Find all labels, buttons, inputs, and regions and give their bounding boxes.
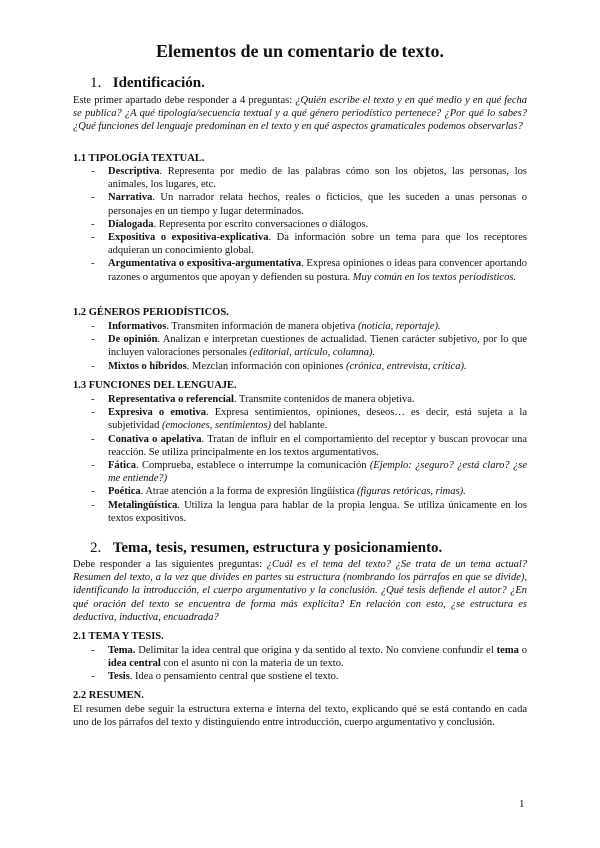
list-term: Expresiva o emotiva (108, 407, 206, 419)
list-dash: - (91, 166, 95, 177)
tema-tesis-list (73, 644, 527, 684)
list-item (73, 406, 527, 432)
list-item (73, 459, 527, 485)
list-dash: - (91, 394, 95, 405)
section-2-intro (73, 558, 527, 624)
list-term: Tesis (108, 671, 130, 683)
list-dash: - (91, 433, 95, 445)
list-item (73, 393, 527, 406)
list-term: Mixtos o híbridos (108, 360, 187, 372)
list-text: . Representa por escrito conversaciones o diálogos. (153, 218, 369, 230)
subsection-1-1-heading: 1.1 TIPOLOGÍA TEXTUAL. (73, 153, 205, 164)
list-item (73, 165, 527, 191)
funciones-list (73, 393, 527, 525)
list-term: De opinión (108, 334, 158, 346)
list-text: . Transmite contenidos de manera objetiva. (233, 394, 415, 405)
list-dash: - (91, 645, 95, 656)
list-text: . Expresa sentimientos, opiniones, deseos… es decir, está sujeta a la subjetividad (108, 407, 527, 432)
list-italic: (Ejemplo: ¿seguro? ¿está claro? ¿se me entiende?) (108, 460, 527, 485)
page-number: 1 (519, 798, 525, 810)
list-text: . Expresa opiniones o ideas para convencer aportando razones o argumentos que apoyan y defienden su postura. (108, 258, 527, 283)
list-bold-word: idea central (108, 658, 161, 670)
list-dash: - (91, 671, 95, 683)
list-text: o (518, 645, 527, 656)
list-text: . Analizan e interpretan cuestiones de actualidad. Tienen carácter subjetivo, por lo que incluyen valoraciones personales (108, 334, 527, 359)
list-item (73, 485, 527, 498)
section-2-number: 2. (90, 540, 102, 556)
section-2-intro-text: Debe responder a las siguientes preguntas: (73, 559, 267, 570)
section-2-title: Tema, tesis, resumen, estructura y posicionamiento. (112, 540, 443, 556)
list-dash: - (91, 192, 95, 204)
list-dash: - (91, 499, 95, 511)
list-item (73, 191, 527, 217)
list-term: Representativa o referencial (108, 394, 234, 405)
section-1-heading (90, 74, 205, 92)
list-item (73, 670, 527, 683)
list-text: . Transmiten información de manera objetiva (166, 321, 358, 332)
list-text: con el asunto ni con la materia de un texto. (160, 658, 344, 670)
tipologia-list (73, 165, 527, 284)
list-text: . Un narrador relata hechos, reales o ficticios, que les suceden a unas personas o personajes en un tiempo y lugar determinados. (108, 192, 527, 217)
list-term: Tema. (108, 645, 136, 656)
list-dash: - (91, 334, 95, 346)
list-term: Conativa o apelativa (108, 433, 202, 445)
list-text: . Utiliza la lengua para hablar de la propia lengua. Se utiliza únicamente en los textos expositivos. (108, 499, 527, 524)
list-dash: - (91, 360, 95, 372)
section-2-intro-questions: ¿Cuál es el tema del texto? ¿Se trata de un tema actual? Resumen del texto, a la vez que divides en partes su estructura (nombrando los párrafos en que se divide), identificando la introducción, el cuerpo argumentativo y la conclusión. ¿Qué tesis defiende el autor? ¿En qué oración del texto se encuentra de forma más explícita? En relación con esto, ¿se estructura es deductiva, inductiva, encuadrada? (73, 559, 527, 623)
list-bold-word: tema (496, 645, 519, 656)
list-item (73, 644, 527, 670)
list-dash: - (91, 321, 95, 332)
list-text: . Mezclan información con opiniones (186, 360, 346, 372)
list-dash: - (91, 258, 95, 270)
subsection-1-2-heading: 1.2 GÉNEROS PERIODÍSTICOS. (73, 307, 229, 318)
list-italic: (editorial, artículo, columna). (249, 347, 376, 359)
section-1-intro-questions: ¿Quién escribe el texto y en qué medio y en qué fecha se publica? ¿A qué tipología/secuencia textual y a qué género periodístico pertenece? ¿Por qué lo sabes? ¿Qué funciones del lenguaje predominan en el texto y en qué aspectos gramaticales podemos observarlas? (73, 95, 527, 133)
section-1-number: 1. (90, 75, 102, 91)
list-italic: (noticia, reportaje). (357, 321, 441, 332)
list-term: Fática (108, 460, 136, 472)
list-item (73, 320, 527, 333)
list-item (73, 257, 527, 283)
list-term: Informativos (108, 321, 167, 332)
list-item (73, 231, 527, 257)
list-dash: - (91, 218, 95, 230)
section-1-title: Identificación. (112, 75, 205, 91)
list-italic: (crónica, entrevista, crítica). (345, 360, 467, 372)
list-text: . Representa por medio de las palabras cómo son los objetos, las personas, los animales, los lugares, etc. (108, 166, 527, 191)
section-2-heading (90, 539, 442, 557)
list-item (73, 333, 527, 359)
list-term: Argumentativa o expositiva-argumentativa (108, 258, 302, 270)
list-text: . Comprueba, establece o interrumpe la comunicación (136, 460, 370, 472)
list-item (73, 433, 527, 459)
section-1-intro-text: Este primer apartado debe responder a 4 preguntas: (73, 95, 296, 106)
list-text: . Idea o pensamiento central que sostiene el texto. (129, 671, 339, 683)
list-term: Poética (108, 486, 141, 498)
list-term: Descriptiva (108, 166, 160, 177)
list-dash: - (91, 460, 95, 472)
subsection-1-3-heading: 1.3 FUNCIONES DEL LENGUAJE. (73, 380, 237, 391)
list-term: Dialogada (108, 218, 154, 230)
list-item (73, 218, 527, 231)
list-dash: - (91, 232, 95, 244)
subsection-2-2-heading: 2.2 RESUMEN. (73, 690, 144, 701)
resumen-paragraph: El resumen debe seguir la estructura externa e interna del texto, explicando qué se está contando en cada uno de los párrafos del texto y distinguiendo entre introducción, cuerpo argumentativo y conclusión. (73, 704, 527, 729)
list-italic: Muy común en los textos periodísticos. (352, 271, 517, 283)
subsection-2-1-heading: 2.1 TEMA Y TESIS. (73, 631, 164, 642)
list-text: . Da información sobre un tema para que los receptores adquieran un conocimiento global. (108, 232, 527, 257)
list-text: . Tratan de influir en el comportamiento del receptor y buscan provocar una reacción. Se utiliza principalmente en los textos argumentativos. (108, 433, 527, 458)
list-italic: (emociones, sentimientos) (161, 420, 272, 432)
list-text: Delimitar la idea central que origina y da sentido al texto. No conviene confundir el (135, 645, 497, 656)
list-italic: (figuras retóricas, rimas). (357, 486, 466, 498)
document-title: Elementos de un comentario de texto. (156, 41, 444, 61)
list-term: Narrativa (108, 192, 153, 204)
generos-list (73, 320, 527, 373)
list-tail: del hablante. (271, 420, 328, 432)
list-dash: - (91, 486, 95, 498)
list-text: . Atrae atención a la forma de expresión lingüística (140, 486, 357, 498)
list-term: Expositiva o expositiva-explicativa (108, 232, 269, 244)
list-dash: - (91, 407, 95, 419)
list-term: Metalingüística (108, 499, 178, 511)
list-item (73, 499, 527, 525)
section-1-intro (73, 94, 527, 134)
list-item (73, 360, 527, 373)
